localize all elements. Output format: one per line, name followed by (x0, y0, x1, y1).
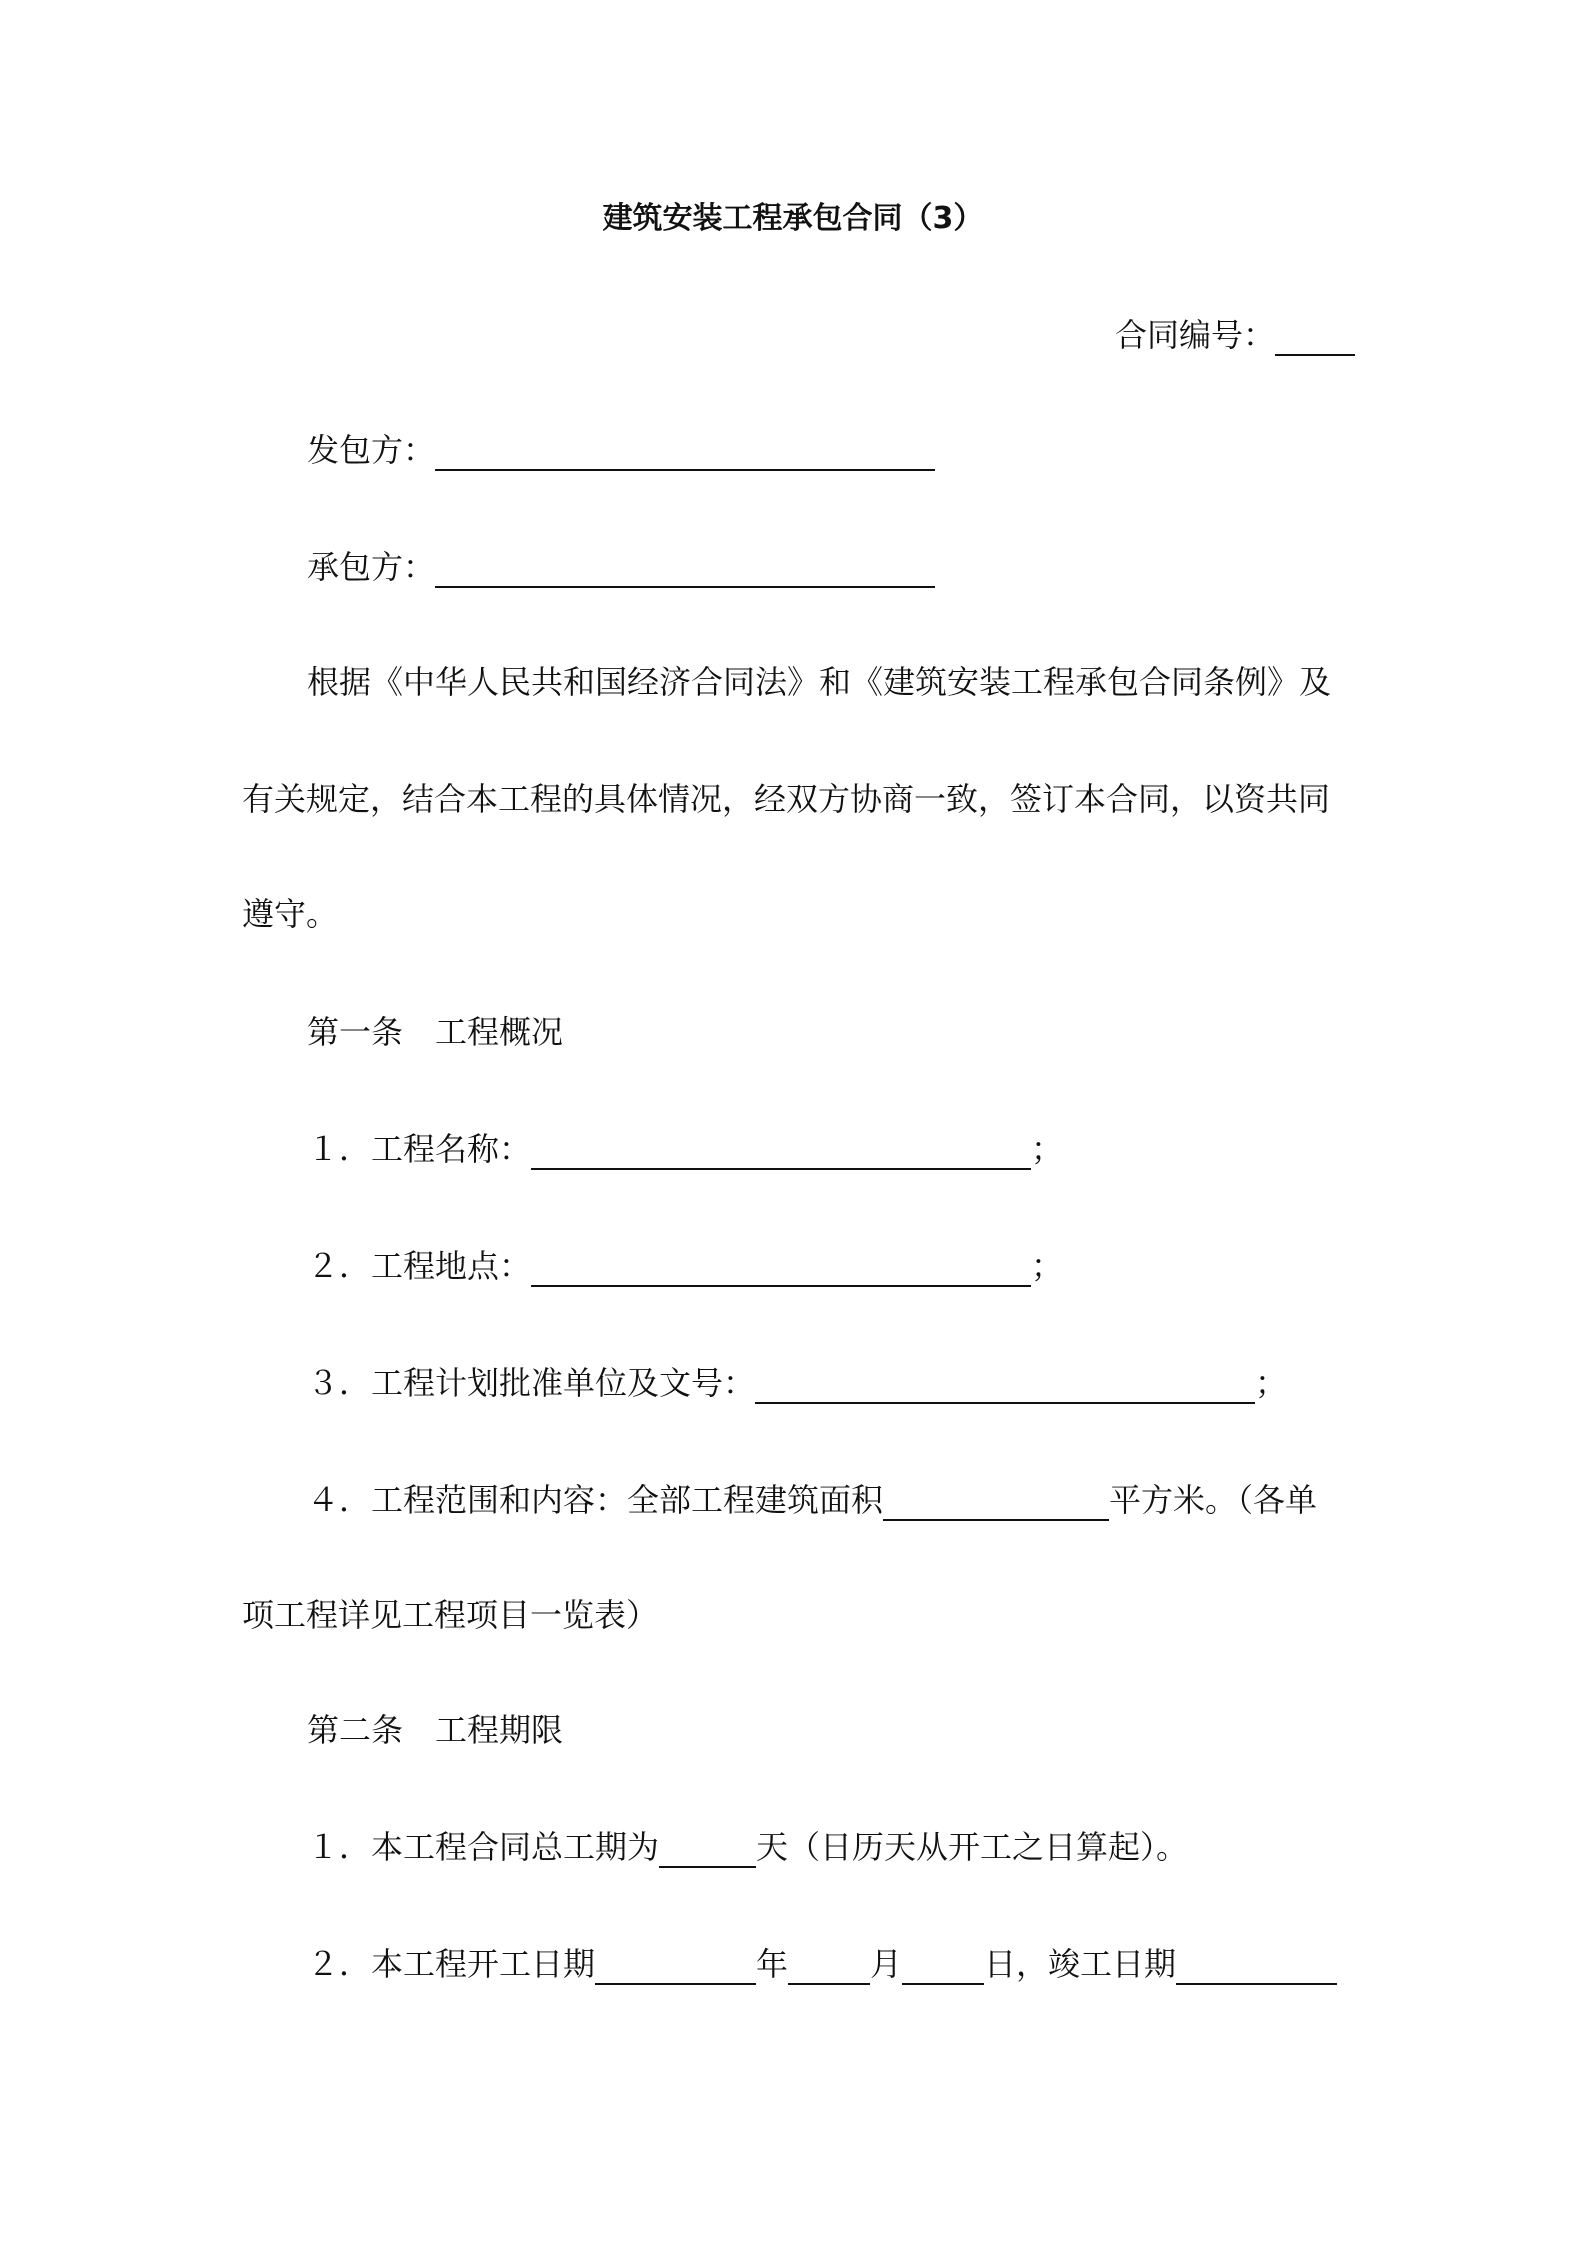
item-terminator: ； (1031, 1247, 1064, 1285)
project-name-blank (531, 1167, 1031, 1170)
floor-area-blank (883, 1518, 1109, 1521)
total-duration-unit: 天（日历天从开工之日算起）。 (756, 1828, 1189, 1866)
start-day-blank (902, 1982, 984, 1985)
approval-unit-blank (755, 1401, 1255, 1404)
contract-number-blank (1275, 353, 1355, 356)
project-name-label: １．工程名称： (307, 1130, 532, 1168)
preamble-line-1: 根据《中华人民共和国经济合同法》和《建筑安装工程承包合同条例》及 (307, 663, 1332, 701)
start-date-label: ２．本工程开工日期 (307, 1945, 596, 1983)
completion-date-blank (1176, 1982, 1337, 1985)
article-1-item-2 (307, 1246, 1063, 1286)
party-a-label: 发包方： (307, 431, 436, 469)
party-b-label: 承包方： (307, 548, 436, 586)
item-terminator: ； (1031, 1130, 1064, 1168)
party-b-line (307, 547, 935, 587)
completion-date-label: 日，竣工日期 (984, 1945, 1177, 1983)
contract-number-line (1115, 315, 1355, 355)
article-1-item-1 (307, 1129, 1063, 1169)
year-label: 年 (756, 1945, 789, 1983)
article-2-heading: 第二条 工程期限 (307, 1711, 564, 1749)
approval-unit-label: ３．工程计划批准单位及文号： (307, 1364, 756, 1402)
month-label: 月 (870, 1945, 903, 1983)
article-1-heading: 第一条 工程概况 (307, 1013, 564, 1051)
scope-unit-text: 平方米。（各单 (1109, 1481, 1318, 1519)
article-1-item-3 (307, 1363, 1287, 1403)
start-month-blank (788, 1982, 870, 1985)
total-duration-blank (659, 1865, 756, 1868)
article-1-item-4 (307, 1480, 1317, 1520)
preamble-line-3: 遵守。 (242, 895, 339, 933)
item-terminator: ； (1255, 1364, 1288, 1402)
start-year-blank (595, 1982, 756, 1985)
project-location-blank (531, 1284, 1031, 1287)
party-b-blank (435, 585, 935, 588)
article-2-item-2 (307, 1944, 1337, 1984)
contract-number-label: 合同编号： (1115, 316, 1276, 354)
party-a-line (307, 430, 935, 470)
article-2-item-1 (307, 1827, 1188, 1867)
document-title: 建筑安装工程承包合同（3） (602, 201, 984, 236)
project-location-label: ２．工程地点： (307, 1247, 532, 1285)
total-duration-label: １．本工程合同总工期为 (307, 1828, 660, 1866)
preamble-line-2: 有关规定，结合本工程的具体情况，经双方协商一致，签订本合同，以资共同 (242, 780, 1331, 818)
article-1-item-4-continuation: 项工程详见工程项目一览表） (242, 1596, 659, 1634)
scope-label: ４．工程范围和内容：全部工程建筑面积 (307, 1481, 884, 1519)
party-a-blank (435, 468, 935, 471)
